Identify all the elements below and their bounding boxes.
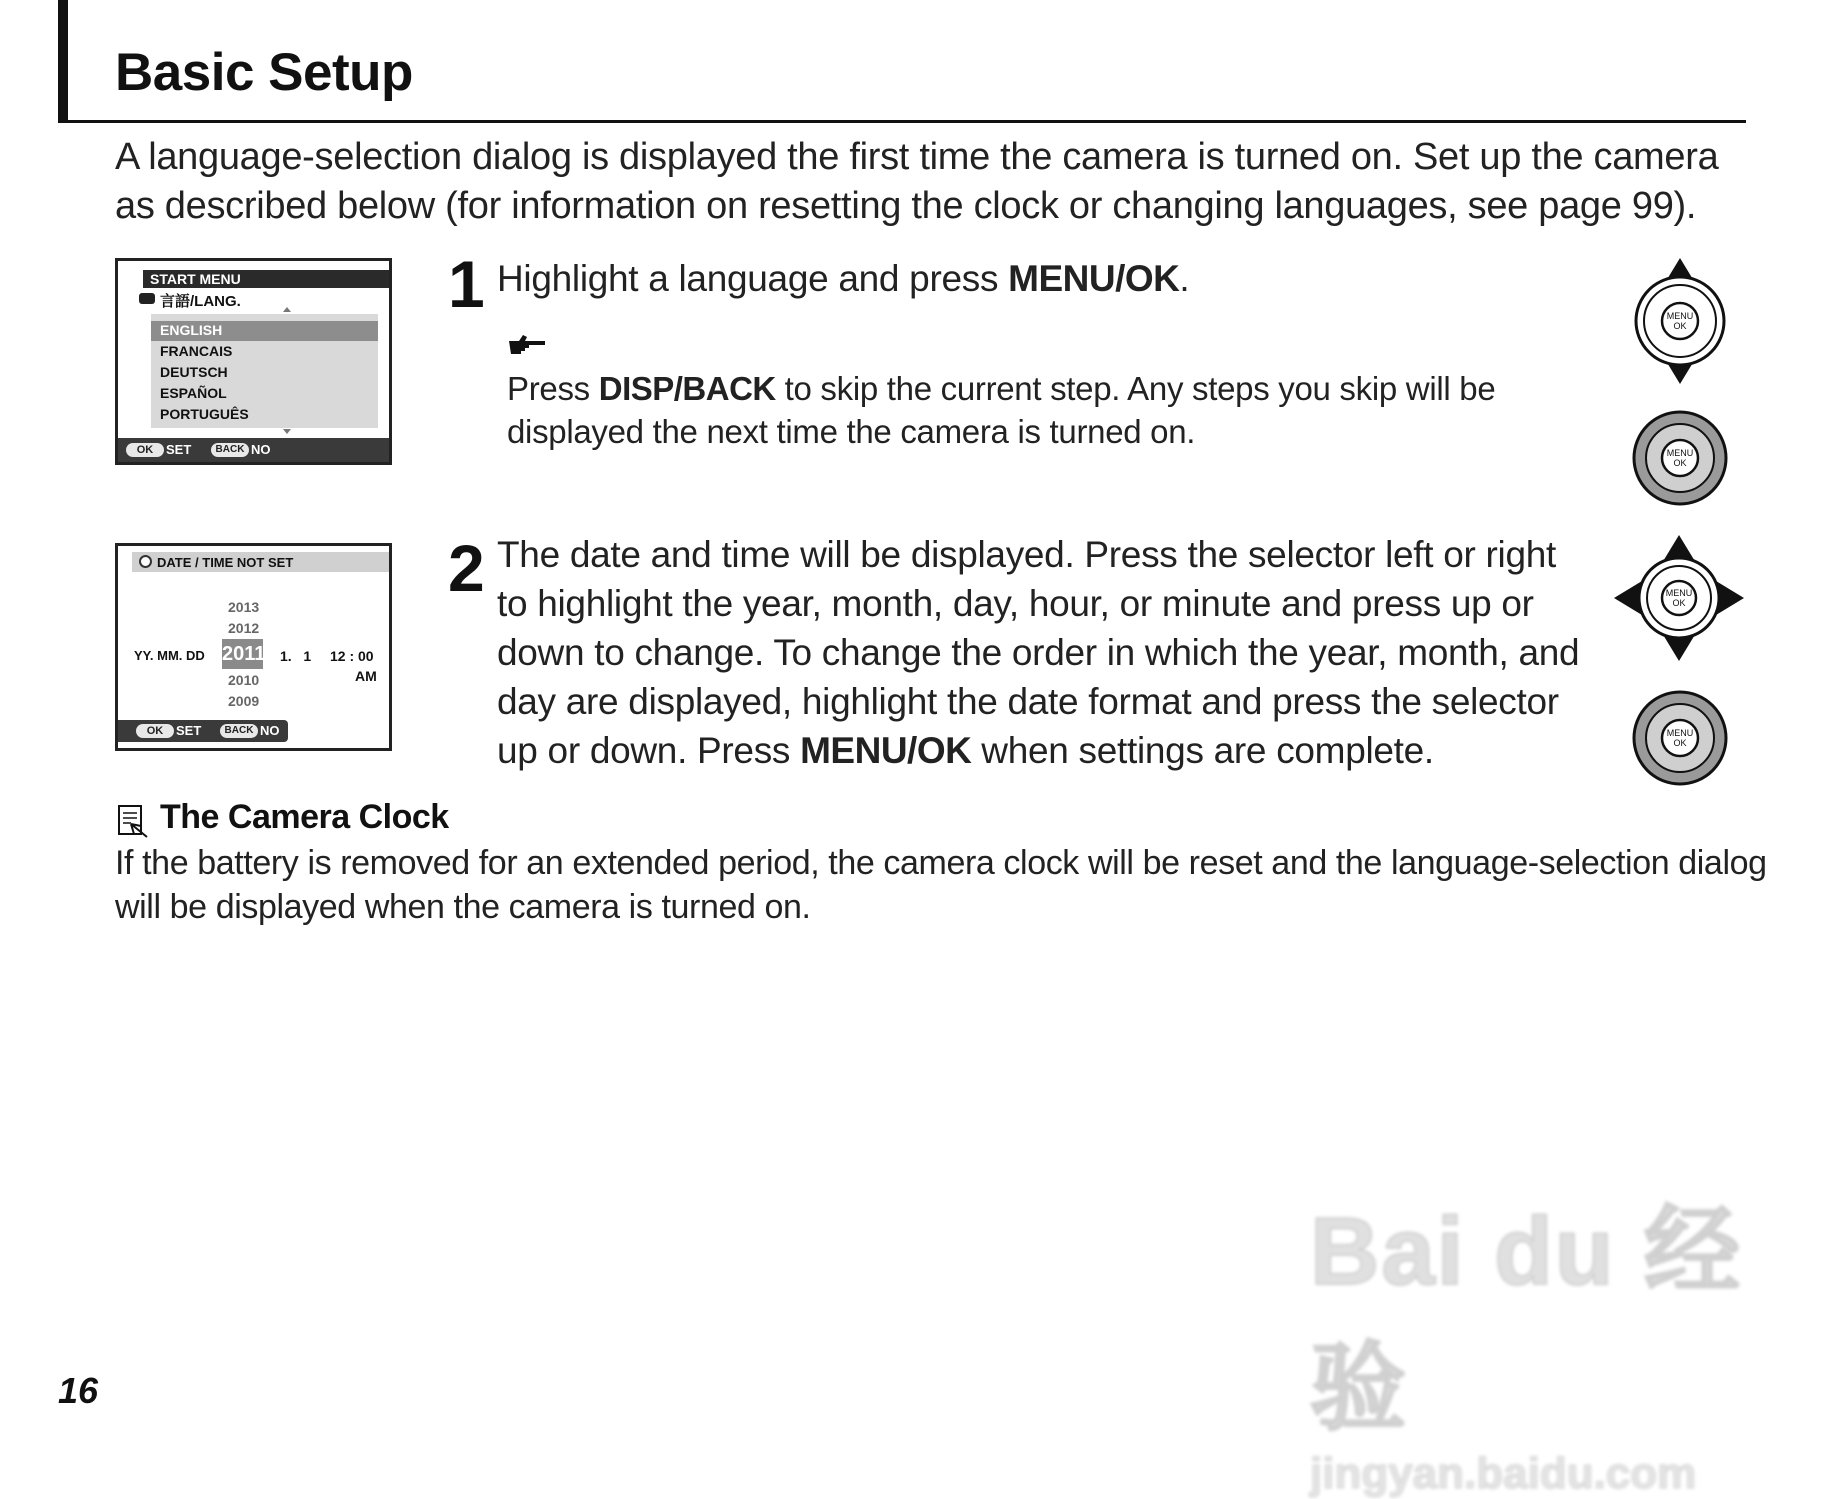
date-format-label[interactable]: YY. MM. DD	[134, 648, 205, 663]
watermark-sub: jingyan.baidu.com	[1310, 1449, 1697, 1498]
intro-paragraph: A language-selection dialog is displayed the first time the camera is turned on. Set up the camera as described below (for information on resetting the clock or changing languages, see page 99).	[115, 136, 1719, 227]
selector-four-way-icon	[1612, 533, 1746, 668]
step-1-text	[497, 254, 1597, 303]
year-option: 2009	[228, 693, 260, 709]
pointing-hand-icon	[507, 331, 547, 362]
svg-text:MENU: MENU	[1666, 728, 1694, 738]
menu-ok-keyword: MENU/OK	[1008, 258, 1180, 299]
set-label: SET	[166, 442, 192, 457]
down-arrow-icon	[283, 429, 291, 434]
back-key	[211, 443, 249, 457]
step-1-note	[507, 367, 1607, 453]
step-1-number: 1	[448, 247, 483, 321]
no-label: NO	[260, 723, 280, 738]
svg-text:OK: OK	[1673, 458, 1687, 468]
date-time-screen	[115, 543, 392, 751]
no-label: NO	[251, 442, 271, 457]
svg-text:OK: OK	[1672, 598, 1686, 608]
ok-key	[126, 443, 164, 457]
year-option: 2010	[228, 672, 260, 688]
step-1-note-before: Press	[507, 370, 599, 407]
year-option: 2012	[228, 620, 260, 636]
set-label: SET	[176, 723, 202, 738]
svg-text:MENU: MENU	[1666, 448, 1694, 458]
ok-key-label: OK	[136, 444, 154, 456]
language-option[interactable]: ENGLISH	[160, 322, 223, 338]
page-number: 16	[58, 1370, 99, 1411]
language-option[interactable]: PORTUGUÊS	[160, 406, 249, 422]
baidu-watermark	[1310, 1175, 1770, 1498]
lang-label: 言語/LANG.	[160, 293, 241, 310]
step-2-text-before: The date and time will be displayed. Press the selector left or right to highlight the year, month, day, hour, or minute and press up or down to change. To change the order in which the year, month, and day are displayed, highlight the date format and press the selector up or down. Press	[497, 534, 1580, 771]
svg-text:OK: OK	[1673, 738, 1687, 748]
clock-note-body: If the battery is removed for an extended period, the camera clock will be reset and the language-selection dialog will be displayed when the camera is turned on.	[115, 844, 1767, 926]
time-value[interactable]: 12 : 00	[330, 648, 374, 664]
lang-icon	[139, 293, 155, 304]
back-key	[220, 724, 258, 738]
clock-note-title: The Camera Clock	[160, 798, 449, 836]
disp-back-keyword: DISP/BACK	[598, 370, 776, 407]
language-option[interactable]: FRANCAIS	[160, 343, 233, 359]
selector-press-icon	[1630, 408, 1730, 513]
header-rule	[58, 120, 1746, 123]
language-option[interactable]: DEUTSCH	[160, 364, 228, 380]
step-1-text-before: Highlight a language and press	[497, 258, 1009, 299]
up-arrow-icon	[283, 307, 291, 312]
menu-ok-keyword: MENU/OK	[800, 730, 972, 771]
note-icon	[117, 804, 149, 843]
ok-key	[136, 724, 174, 738]
selector-up-down-icon	[1625, 256, 1735, 391]
header-bar	[58, 0, 68, 123]
clock-icon	[139, 555, 152, 568]
month-day-value[interactable]: 1. 1	[280, 648, 312, 664]
step-2-number: 2	[448, 531, 483, 605]
ok-key-label: OK	[146, 725, 164, 737]
step-2-text	[497, 530, 1592, 775]
language-option[interactable]: ESPAÑOL	[160, 385, 227, 401]
screen-title: START MENU	[150, 271, 241, 287]
year-selected[interactable]	[222, 639, 266, 669]
step-1-text-after: .	[1179, 258, 1190, 299]
back-key-label: BACK	[224, 725, 254, 736]
page-title: Basic Setup	[115, 43, 413, 102]
year-selected-value: 2011	[222, 643, 266, 665]
selector-press-icon	[1630, 688, 1730, 793]
step-1-note-after: to skip the current step. Any steps you skip will be displayed the next time the camera is turned on.	[507, 370, 1496, 450]
screen-title: DATE / TIME NOT SET	[157, 555, 294, 570]
svg-text:MENU: MENU	[1665, 588, 1693, 598]
year-option: 2013	[228, 599, 260, 615]
step-2-text-after: when settings are complete.	[971, 730, 1434, 771]
svg-text:MENU: MENU	[1666, 311, 1694, 321]
svg-text:OK: OK	[1673, 321, 1687, 331]
ampm-value[interactable]: AM	[355, 668, 377, 684]
back-key-label: BACK	[215, 444, 245, 455]
language-screen	[115, 258, 392, 465]
watermark-main: Bai du 经验	[1310, 1198, 1743, 1442]
